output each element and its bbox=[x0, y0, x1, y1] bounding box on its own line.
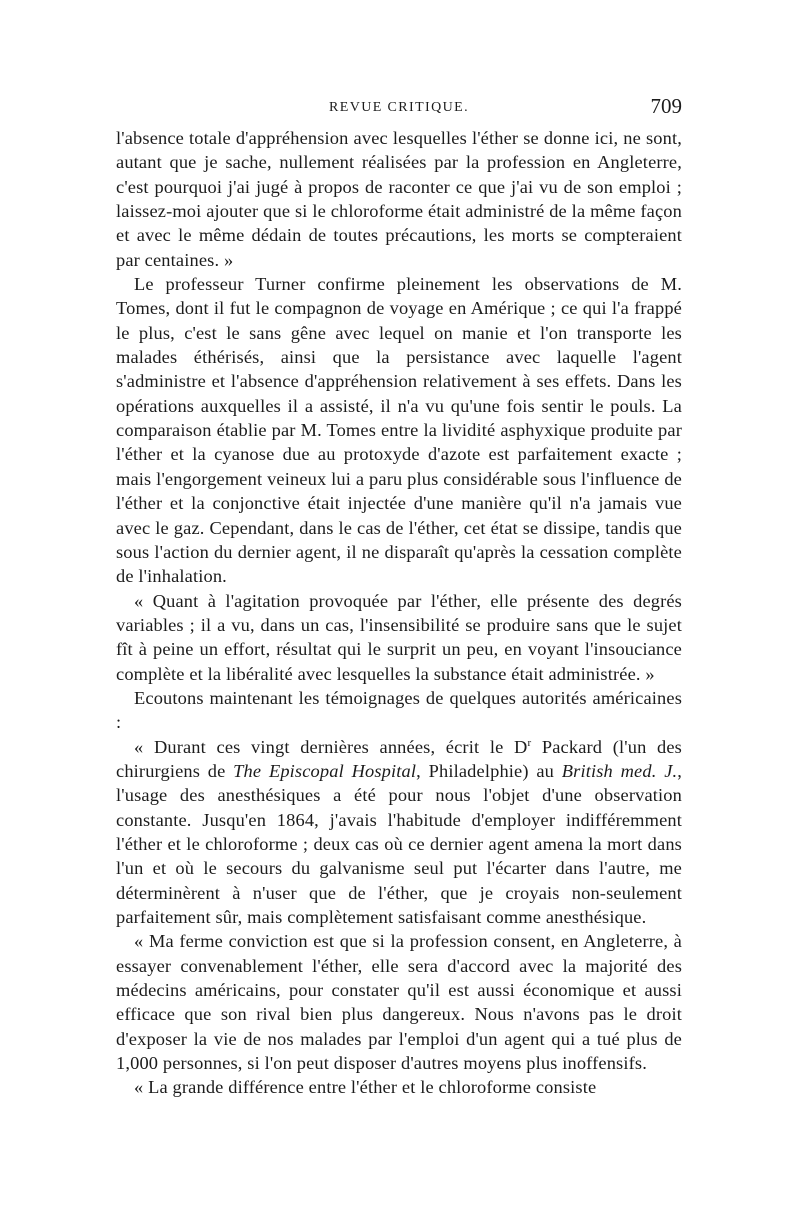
packard-text-2: Packard (l'un des chirurgiens de bbox=[116, 736, 682, 781]
paragraph-continued: l'absence totale d'appréhension avec lesquelles l'éther se donne ici, ne sont, autant que je sache, nullement réalisées par la profession en Angleterre, c'est pourquoi j'ai jugé à propos de raconter ce que j'ai vu de son emploi ; laissez-moi ajouter que si le chloroforme était administré de la même façon et avec le même dédain de toutes précautions, les morts se compteraient par centaines. » bbox=[116, 128, 682, 270]
paragraph-turner: Le professeur Turner confirme pleinement les observations de M. Tomes, dont il fut le compagnon de voyage en Amérique ; ce qui l'a frappé le plus, c'est le sans gêne avec lequel on manie et l'on transporte les malades éthérisés, ainsi que la persistance avec laquelle l'agent s'administre et l'absence d'appréhension relativement à ses effets. Dans les opérations auxquelles il a assisté, il n'a vu qu'une fois sentir le pouls. La comparaison établie par M. Tomes entre la lividité asphyxique produite par l'éther et la cyanose due au protoxyde d'azote est parfaitement exacte ; mais l'engorgement veineux lui a paru plus considérable sous l'influence de l'éther et la conjonctive était injectée d'une manière qu'il n'a jamais vue avec le gaz. Cependant, dans le cas de l'éther, cet état se dissipe, tandis que sous l'action du dernier agent, il ne disparaît qu'après la cessation complète de l'inhalation. bbox=[116, 274, 682, 587]
paragraph-difference-quote: « La grande différence entre l'éther et le chloroforme consiste bbox=[134, 1077, 597, 1098]
doctor-superscript: r bbox=[527, 736, 532, 749]
page-number: 709 bbox=[650, 94, 682, 118]
paragraph-american-authorities: Ecoutons maintenant les témoignages de quelques autorités américaines : bbox=[116, 687, 682, 733]
running-title: REVUE CRITIQUE. bbox=[329, 100, 469, 115]
paragraph-conviction-quote: « Ma ferme conviction est que si la profession consent, en Angleterre, à essayer convenablement l'éther, elle sera d'accord avec la majorité des médecins américains, pour constater qu'il est aussi économique et aussi efficace que son rival bien plus dangereux. Nous n'avons pas le droit d'exposer la vie de nos malades par l'emploi d'un agent qui a tué plus de 1,000 personnes, si l'on peut disposer d'autres moyens plus inoffensifs. bbox=[116, 931, 682, 1074]
packard-text-3: , Philadelphie) au bbox=[416, 760, 562, 781]
paragraph-agitation-quote: « Quant à l'agitation provoquée par l'éther, elle présente des degrés variables ; il a vu, dans un cas, l'insensibilité se produire sans que le sujet fît à peine un effort, résultat qui le surprit un peu, en voyant l'insouciance complète et la libéralité avec lesquelles la substance était administrée. » bbox=[116, 590, 682, 684]
paragraph-packard-quote bbox=[116, 735, 682, 930]
book-page bbox=[116, 94, 682, 1100]
packard-text-4: , l'usage des anesthésiques a été pour nous l'objet d'une observation constante. Jusqu'en 1864, j'avais l'habitude d'employer indifféremment l'éther et le chloroforme ; deux cas où ce dernier agent amena la mort dans l'un et où le secours du galvanisme seul put l'écarter dans l'autre, me déterminèrent à n'user que de l'éther, que je croyais non-seulement parfaitement sûr, mais complètement satisfaisant comme anesthésique. bbox=[116, 760, 682, 927]
journal-name: British med. J. bbox=[561, 760, 678, 781]
hospital-name: The Episcopal Hospital bbox=[233, 760, 417, 781]
body-text bbox=[116, 126, 682, 1100]
running-header bbox=[116, 94, 682, 126]
packard-text-1: « Durant ces vingt dernières années, écrit le D bbox=[134, 736, 528, 757]
